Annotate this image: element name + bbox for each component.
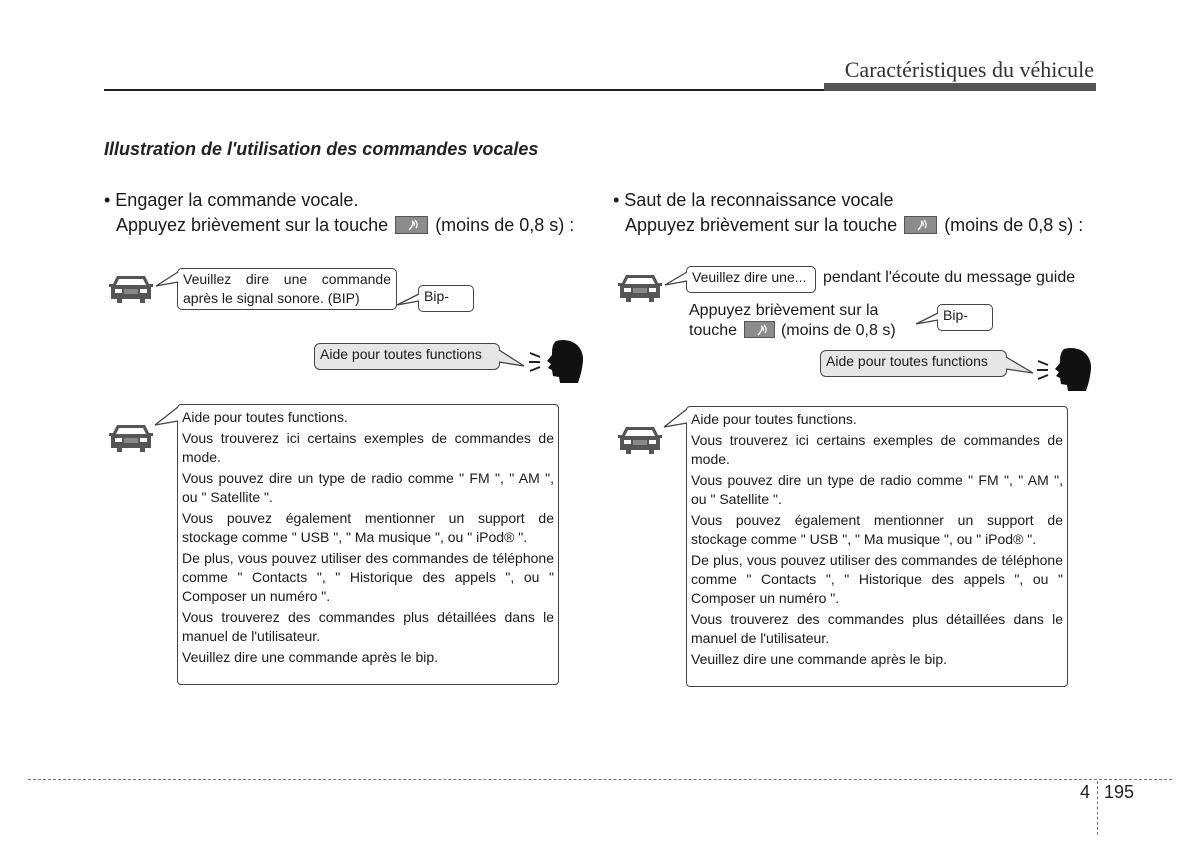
footer-divider bbox=[1097, 781, 1098, 835]
bubble-tail bbox=[915, 311, 939, 327]
right-car-prompt-bubble bbox=[686, 266, 816, 293]
bubble-tail bbox=[664, 270, 688, 288]
bubble-tail bbox=[396, 292, 420, 308]
right-beep-text: Bip- bbox=[943, 307, 968, 323]
bubble-tail bbox=[498, 348, 526, 370]
car-front-icon bbox=[107, 272, 155, 304]
left-response-line: Vous pouvez dire un type de radio comme " FM ", " AM ", ou " Satellite ". bbox=[182, 470, 554, 505]
left-instruction bbox=[116, 213, 574, 238]
right-response-line: Veuillez dire une commande après le bip. bbox=[691, 651, 948, 667]
car-front-icon bbox=[616, 423, 664, 455]
right-beep-bubble bbox=[937, 304, 993, 331]
left-car-prompt-bubble bbox=[177, 268, 397, 310]
left-instruction-after: (moins de 0,8 s) : bbox=[435, 215, 575, 235]
left-response-line: Vous trouverez des commandes plus détaillées dans le manuel de l'utilisateur. bbox=[182, 609, 554, 644]
right-instruction-after: (moins de 0,8 s) : bbox=[944, 215, 1084, 235]
right-press-line2-before: touche bbox=[689, 322, 738, 339]
left-beep-bubble bbox=[418, 285, 474, 312]
header-rule-accent bbox=[824, 83, 1096, 91]
header-rule bbox=[104, 89, 824, 91]
section-heading: Illustration de l'utilisation des commandes vocales bbox=[104, 139, 539, 159]
car-front-icon bbox=[107, 421, 155, 453]
left-response-line: Vous pouvez également mentionner un support de stockage comme " USB ", " Ma musique ", ou " iPod® ". bbox=[182, 510, 554, 545]
right-bullet: • Saut de la reconnaissance vocale bbox=[613, 190, 894, 210]
right-car-prompt-text: Veuillez dire une... bbox=[692, 269, 807, 285]
bubble-tail bbox=[1005, 355, 1035, 377]
right-response-line: Vous trouverez ici certains exemples de commandes de mode. bbox=[691, 432, 1063, 467]
right-response-line: Vous pouvez également mentionner un support de stockage comme " USB ", " Ma musique ", ou " iPod® ". bbox=[691, 512, 1063, 547]
page-number: 195 bbox=[1104, 782, 1135, 802]
right-press-line1: Appuyez brièvement sur la bbox=[689, 302, 879, 319]
right-response-line: Vous pouvez dire un type de radio comme " FM ", " AM ", ou " Satellite ". bbox=[691, 472, 1063, 507]
left-response-line: De plus, vous pouvez utiliser des commandes de téléphone comme " Contacts ", " Historique des appels ", ou " Composer un numéro ". bbox=[182, 550, 554, 604]
right-press-line2 bbox=[689, 320, 896, 341]
left-user-command-bubble bbox=[314, 343, 500, 370]
bubble-tail bbox=[154, 405, 179, 429]
left-response-line: Veuillez dire une commande après le bip. bbox=[182, 649, 439, 665]
right-during-guide-text: pendant l'écoute du message guide bbox=[823, 269, 1076, 286]
right-instruction-before: Appuyez brièvement sur la touche bbox=[625, 215, 898, 235]
left-user-command-text: Aide pour toutes functions bbox=[320, 346, 482, 362]
bubble-tail bbox=[663, 407, 688, 431]
page-header-title: Caractéristiques du véhicule bbox=[844, 57, 1094, 82]
chapter-number: 4 bbox=[1080, 782, 1091, 802]
voice-talk-key-icon bbox=[395, 216, 428, 234]
speaking-head-icon bbox=[1036, 345, 1092, 393]
left-instruction-before: Appuyez brièvement sur la touche bbox=[116, 215, 389, 235]
right-response-line: Aide pour toutes functions. bbox=[691, 411, 857, 427]
speaking-head-icon bbox=[528, 337, 584, 385]
bubble-tail bbox=[155, 270, 179, 290]
right-response-line: De plus, vous pouvez utiliser des commandes de téléphone comme " Contacts ", " Historique des appels ", ou " Composer un numéro ". bbox=[691, 552, 1063, 606]
right-press-line2-after: (moins de 0,8 s) bbox=[780, 322, 896, 339]
right-user-command-text: Aide pour toutes functions bbox=[826, 353, 988, 369]
footer-rule bbox=[28, 779, 1172, 780]
car-front-icon bbox=[616, 271, 664, 303]
left-bullet: • Engager la commande vocale. bbox=[104, 190, 359, 210]
right-response-line: Vous trouverez des commandes plus détaillées dans le manuel de l'utilisateur. bbox=[691, 611, 1063, 646]
voice-talk-key-icon bbox=[904, 216, 937, 234]
left-response-line: Aide pour toutes functions. bbox=[182, 409, 348, 425]
left-system-response-box bbox=[177, 404, 559, 685]
left-beep-text: Bip- bbox=[424, 288, 449, 304]
left-car-prompt-line1: Veuillez dire une commande bbox=[183, 271, 391, 287]
left-car-prompt-line2: après le signal sonore. (BIP) bbox=[183, 290, 360, 306]
right-instruction bbox=[625, 213, 1083, 238]
voice-talk-key-icon bbox=[744, 321, 775, 338]
right-user-command-bubble bbox=[820, 350, 1007, 377]
right-system-response-box bbox=[686, 406, 1068, 687]
left-response-line: Vous trouverez ici certains exemples de commandes de mode. bbox=[182, 430, 554, 465]
